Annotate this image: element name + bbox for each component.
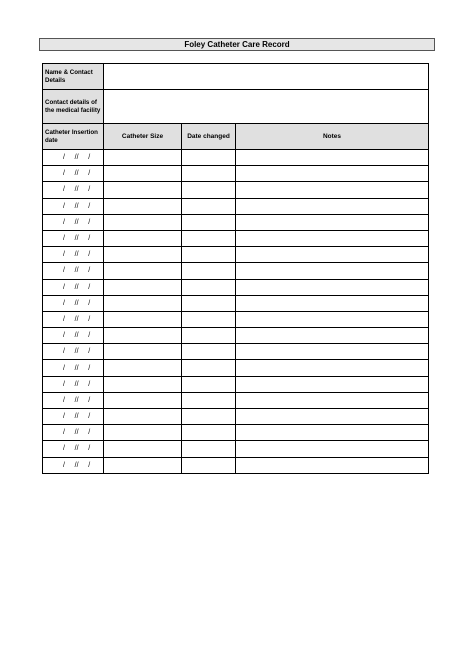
insertion-date-cell[interactable]: / // / xyxy=(43,392,104,408)
date-changed-cell[interactable] xyxy=(182,392,236,408)
log-row xyxy=(43,376,429,392)
notes-cell[interactable] xyxy=(236,150,429,166)
insertion-date-cell[interactable]: / // / xyxy=(43,263,104,279)
log-row xyxy=(43,198,429,214)
catheter-size-cell[interactable] xyxy=(104,425,182,441)
notes-cell[interactable] xyxy=(236,441,429,457)
insertion-date-cell[interactable]: / // / xyxy=(43,409,104,425)
log-row xyxy=(43,392,429,408)
notes-cell[interactable] xyxy=(236,198,429,214)
date-changed-cell[interactable] xyxy=(182,150,236,166)
notes-cell[interactable] xyxy=(236,376,429,392)
notes-cell[interactable] xyxy=(236,344,429,360)
name-contact-field[interactable] xyxy=(104,64,429,90)
catheter-size-cell[interactable] xyxy=(104,295,182,311)
notes-cell[interactable] xyxy=(236,425,429,441)
form-title: Foley Catheter Care Record xyxy=(39,38,435,51)
log-row xyxy=(43,279,429,295)
log-row xyxy=(43,166,429,182)
notes-cell[interactable] xyxy=(236,230,429,246)
catheter-size-cell[interactable] xyxy=(104,409,182,425)
insertion-date-cell[interactable]: / // / xyxy=(43,311,104,327)
catheter-size-cell[interactable] xyxy=(104,279,182,295)
insertion-date-cell[interactable]: / // / xyxy=(43,214,104,230)
catheter-size-cell[interactable] xyxy=(104,150,182,166)
log-row xyxy=(43,230,429,246)
log-row xyxy=(43,214,429,230)
notes-cell[interactable] xyxy=(236,247,429,263)
date-changed-cell[interactable] xyxy=(182,182,236,198)
facility-contact-label: Contact details of the medical facility xyxy=(43,90,104,124)
catheter-size-cell[interactable] xyxy=(104,328,182,344)
notes-cell[interactable] xyxy=(236,457,429,473)
catheter-size-cell[interactable] xyxy=(104,344,182,360)
catheter-size-cell[interactable] xyxy=(104,457,182,473)
insertion-date-cell[interactable]: / // / xyxy=(43,230,104,246)
notes-header: Notes xyxy=(236,124,429,150)
date-changed-cell[interactable] xyxy=(182,328,236,344)
log-row xyxy=(43,441,429,457)
log-row xyxy=(43,328,429,344)
insertion-date-cell[interactable]: / // / xyxy=(43,166,104,182)
insertion-date-header: Catheter Insertion date xyxy=(43,124,104,150)
date-changed-cell[interactable] xyxy=(182,230,236,246)
log-row xyxy=(43,182,429,198)
notes-cell[interactable] xyxy=(236,311,429,327)
log-header-row xyxy=(43,124,429,150)
log-row xyxy=(43,247,429,263)
date-changed-cell[interactable] xyxy=(182,279,236,295)
catheter-size-cell[interactable] xyxy=(104,311,182,327)
catheter-size-cell[interactable] xyxy=(104,392,182,408)
notes-cell[interactable] xyxy=(236,166,429,182)
notes-cell[interactable] xyxy=(236,263,429,279)
insertion-date-cell[interactable]: / // / xyxy=(43,279,104,295)
name-contact-row xyxy=(43,64,429,90)
date-changed-cell[interactable] xyxy=(182,263,236,279)
notes-cell[interactable] xyxy=(236,279,429,295)
date-changed-cell[interactable] xyxy=(182,198,236,214)
insertion-date-cell[interactable]: / // / xyxy=(43,295,104,311)
notes-cell[interactable] xyxy=(236,392,429,408)
log-row xyxy=(43,311,429,327)
date-changed-cell[interactable] xyxy=(182,376,236,392)
insertion-date-cell[interactable]: / // / xyxy=(43,376,104,392)
insertion-date-cell[interactable]: / // / xyxy=(43,360,104,376)
insertion-date-cell[interactable]: / // / xyxy=(43,150,104,166)
name-contact-label: Name & Contact Details xyxy=(43,64,104,90)
log-row xyxy=(43,344,429,360)
catheter-care-table xyxy=(42,63,429,474)
date-changed-cell[interactable] xyxy=(182,409,236,425)
date-changed-cell[interactable] xyxy=(182,457,236,473)
insertion-date-cell[interactable]: / // / xyxy=(43,247,104,263)
notes-cell[interactable] xyxy=(236,328,429,344)
facility-contact-field[interactable] xyxy=(104,90,429,124)
date-changed-cell[interactable] xyxy=(182,247,236,263)
date-changed-cell[interactable] xyxy=(182,344,236,360)
log-row xyxy=(43,457,429,473)
insertion-date-cell[interactable]: / // / xyxy=(43,457,104,473)
notes-cell[interactable] xyxy=(236,409,429,425)
date-changed-cell[interactable] xyxy=(182,360,236,376)
date-changed-cell[interactable] xyxy=(182,311,236,327)
catheter-size-cell[interactable] xyxy=(104,360,182,376)
catheter-size-cell[interactable] xyxy=(104,263,182,279)
date-changed-header: Date changed xyxy=(182,124,236,150)
insertion-date-cell[interactable]: / // / xyxy=(43,425,104,441)
notes-cell[interactable] xyxy=(236,295,429,311)
insertion-date-cell[interactable]: / // / xyxy=(43,441,104,457)
date-changed-cell[interactable] xyxy=(182,214,236,230)
log-row xyxy=(43,295,429,311)
date-changed-cell[interactable] xyxy=(182,425,236,441)
catheter-size-cell[interactable] xyxy=(104,166,182,182)
log-row xyxy=(43,360,429,376)
facility-contact-row xyxy=(43,90,429,124)
catheter-size-cell[interactable] xyxy=(104,182,182,198)
notes-cell[interactable] xyxy=(236,360,429,376)
insertion-date-cell[interactable]: / // / xyxy=(43,344,104,360)
insertion-date-cell[interactable]: / // / xyxy=(43,198,104,214)
catheter-size-cell[interactable] xyxy=(104,198,182,214)
date-changed-cell[interactable] xyxy=(182,166,236,182)
catheter-size-cell[interactable] xyxy=(104,230,182,246)
notes-cell[interactable] xyxy=(236,182,429,198)
date-changed-cell[interactable] xyxy=(182,295,236,311)
log-row xyxy=(43,409,429,425)
catheter-size-header: Catheter Size xyxy=(104,124,182,150)
catheter-size-cell[interactable] xyxy=(104,247,182,263)
date-changed-cell[interactable] xyxy=(182,441,236,457)
catheter-size-cell[interactable] xyxy=(104,376,182,392)
log-row xyxy=(43,150,429,166)
log-row xyxy=(43,425,429,441)
catheter-size-cell[interactable] xyxy=(104,441,182,457)
insertion-date-cell[interactable]: / // / xyxy=(43,182,104,198)
log-row xyxy=(43,263,429,279)
catheter-size-cell[interactable] xyxy=(104,214,182,230)
notes-cell[interactable] xyxy=(236,214,429,230)
insertion-date-cell[interactable]: / // / xyxy=(43,328,104,344)
